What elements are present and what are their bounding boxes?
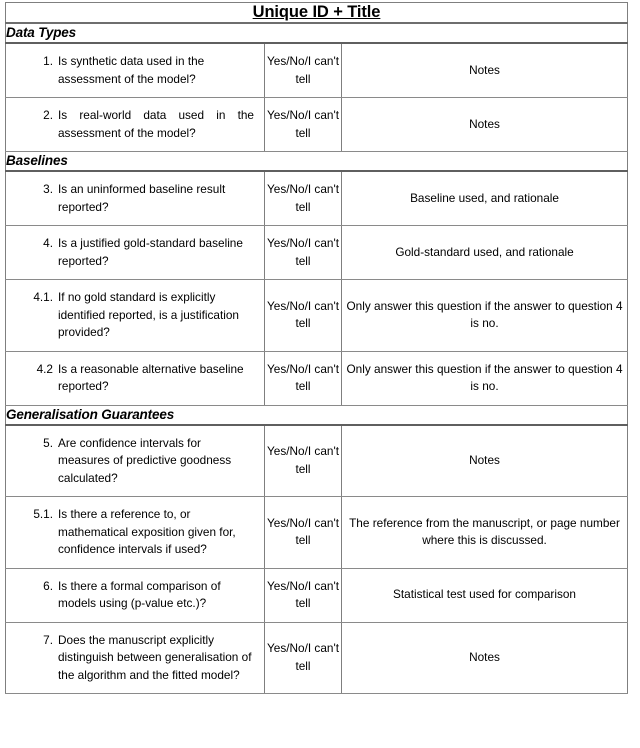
checklist-row <box>6 568 628 622</box>
checklist-table <box>5 2 628 694</box>
question-text: Is synthetic data used in the assessment of the model? <box>58 54 205 86</box>
question-cell <box>6 43 265 98</box>
answer-options-cell[interactable]: Yes/No/I can't tell <box>265 351 342 405</box>
checklist-row <box>6 171 628 226</box>
section-header-cell <box>6 23 628 43</box>
question-number: 7. <box>43 632 53 647</box>
question-number: 5. <box>43 435 53 450</box>
question-number: 2. <box>43 108 53 122</box>
question-wrapper <box>6 569 264 622</box>
question-text: Is a justified gold-standard baseline reported? <box>58 236 243 268</box>
question-wrapper <box>6 497 264 568</box>
checklist-row <box>6 497 628 569</box>
question-number: 5.1. <box>33 507 53 521</box>
notes-cell[interactable]: Only answer this question if the answer to question 4 is no. <box>342 280 628 352</box>
question-text: If no gold standard is explicitly identified reported, is a justification provided? <box>58 290 239 339</box>
question-text: Is a reasonable alternative baseline reported? <box>58 361 244 393</box>
answer-options-cell[interactable]: Yes/No/I can't tell <box>265 425 342 497</box>
section-title: Baselines <box>6 153 68 168</box>
question-cell <box>6 425 265 497</box>
question-wrapper <box>6 352 264 405</box>
notes-cell[interactable]: Gold-standard used, and rationale <box>342 226 628 280</box>
checklist-row <box>6 43 628 98</box>
question-cell <box>6 568 265 622</box>
question-wrapper <box>6 172 264 225</box>
question-number: 6. <box>43 578 53 593</box>
answer-options-cell[interactable]: Yes/No/I can't tell <box>265 568 342 622</box>
title-row <box>6 3 628 24</box>
question-text: Is there a formal comparison of models using (p-value etc.)? <box>58 578 221 610</box>
question-text: Is there a reference to, or mathematical exposition given for, confidence intervals if used? <box>58 507 236 556</box>
question-wrapper <box>6 98 264 151</box>
checklist-row <box>6 351 628 405</box>
question-cell <box>6 351 265 405</box>
answer-options-cell[interactable]: Yes/No/I can't tell <box>265 622 342 694</box>
answer-options-cell[interactable]: Yes/No/I can't tell <box>265 98 342 152</box>
question-wrapper <box>6 426 264 497</box>
notes-cell[interactable]: The reference from the manuscript, or page number where this is discussed. <box>342 497 628 569</box>
checklist-table-body <box>6 3 628 694</box>
question-number: 3. <box>43 182 53 196</box>
notes-cell[interactable]: Notes <box>342 425 628 497</box>
section-header-cell <box>6 405 628 425</box>
notes-cell[interactable]: Baseline used, and rationale <box>342 171 628 226</box>
checklist-row <box>6 280 628 352</box>
page-title: Unique ID + Title <box>252 3 381 21</box>
notes-cell[interactable]: Statistical test used for comparison <box>342 568 628 622</box>
question-cell <box>6 171 265 226</box>
checklist-row <box>6 98 628 152</box>
question-wrapper <box>6 44 264 97</box>
question-cell <box>6 280 265 352</box>
answer-options-cell[interactable]: Yes/No/I can't tell <box>265 43 342 98</box>
checklist-row <box>6 622 628 694</box>
question-text: Are confidence intervals for measures of predictive goodness calculated? <box>58 435 232 485</box>
question-wrapper <box>6 226 264 279</box>
section-header-cell <box>6 152 628 172</box>
section-title: Generalisation Guarantees <box>6 406 175 422</box>
answer-options-cell[interactable]: Yes/No/I can't tell <box>265 280 342 352</box>
checklist-row <box>6 226 628 280</box>
answer-options-cell[interactable]: Yes/No/I can't tell <box>265 497 342 569</box>
question-number: 4.2 <box>36 361 53 376</box>
notes-cell[interactable]: Notes <box>342 43 628 98</box>
section-title: Data Types <box>6 25 77 40</box>
question-text: Is an uninformed baseline result reported? <box>58 182 226 214</box>
question-wrapper <box>6 280 264 351</box>
question-cell <box>6 622 265 694</box>
section-header-row <box>6 405 628 425</box>
notes-cell[interactable]: Only answer this question if the answer to question 4 is no. <box>342 351 628 405</box>
title-cell <box>6 3 628 24</box>
question-number: 1. <box>43 54 53 68</box>
question-wrapper <box>6 623 264 694</box>
notes-cell[interactable]: Notes <box>342 98 628 152</box>
answer-options-cell[interactable]: Yes/No/I can't tell <box>265 171 342 226</box>
question-text: Does the manuscript explicitly distinguish between generalisation of the algorithm and the fitted model? <box>58 632 252 682</box>
question-cell <box>6 226 265 280</box>
question-text: Is real-world data used in the assessment of the model? <box>58 108 254 140</box>
notes-cell[interactable]: Notes <box>342 622 628 694</box>
answer-options-cell[interactable]: Yes/No/I can't tell <box>265 226 342 280</box>
section-header-row <box>6 23 628 43</box>
question-cell <box>6 98 265 152</box>
checklist-row <box>6 425 628 497</box>
section-header-row <box>6 152 628 172</box>
question-number: 4.1. <box>33 290 53 304</box>
question-cell <box>6 497 265 569</box>
question-number: 4. <box>43 236 53 250</box>
